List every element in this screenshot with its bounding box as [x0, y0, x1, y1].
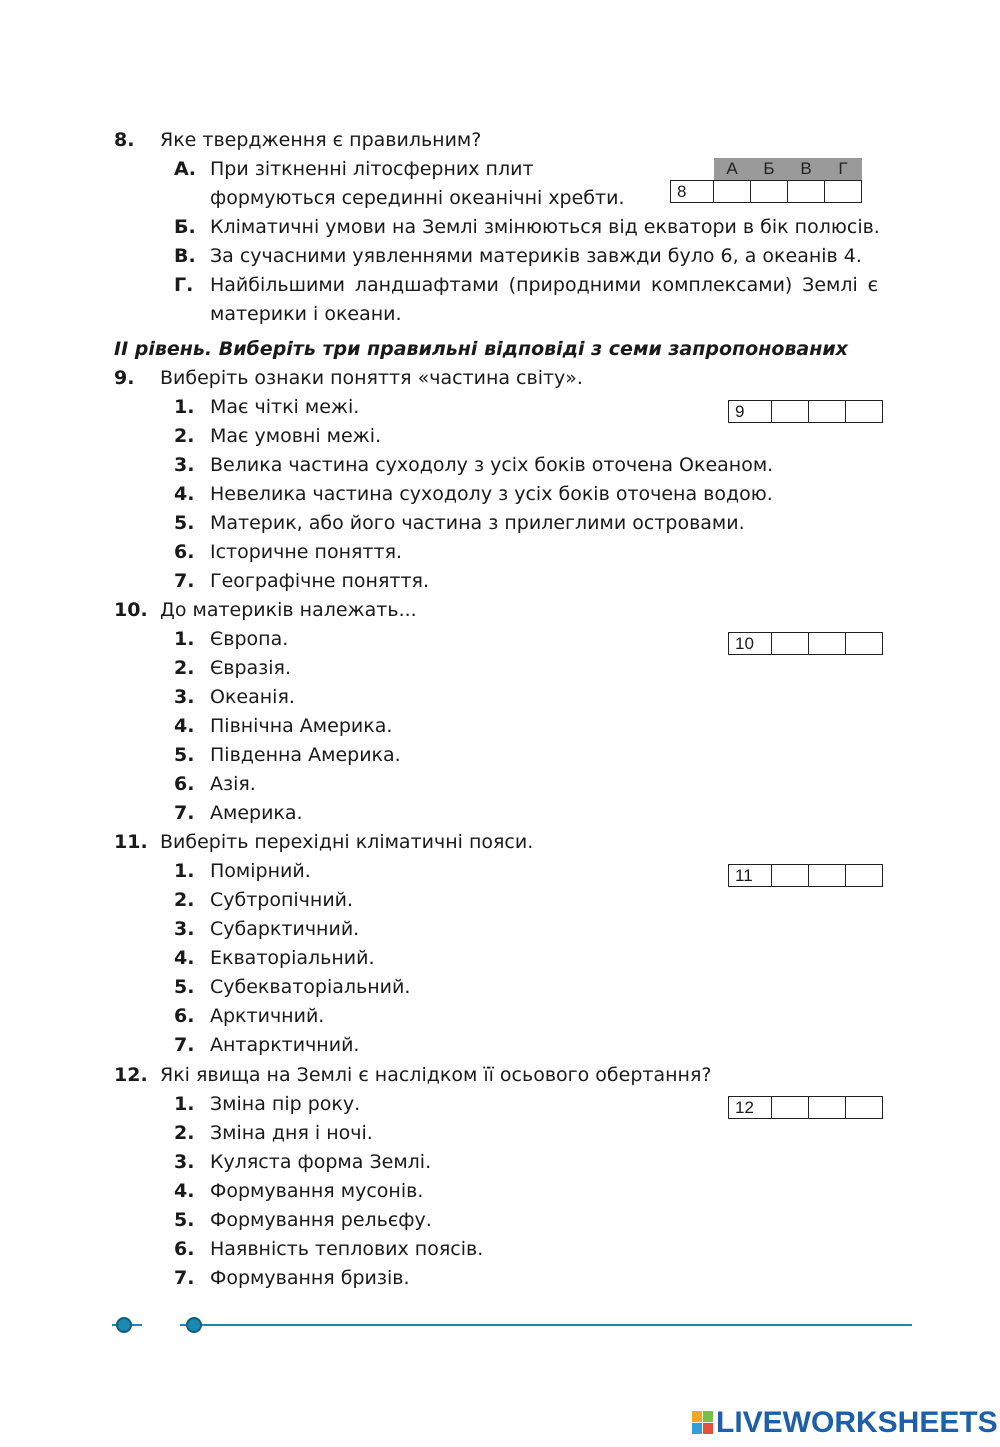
grid-header-v: В [788, 158, 825, 181]
option-text: Формування бризів. [210, 1267, 410, 1289]
answer-cell[interactable] [846, 401, 883, 423]
answer-cell[interactable] [825, 181, 862, 203]
option-number: 7. [174, 802, 195, 824]
option-text: Зміна дня і ночі. [210, 1122, 373, 1144]
question-8-text: Яке твердження є правильним? [160, 129, 482, 151]
option-number: 4. [174, 483, 195, 505]
option-text: Материк, або його частина з прилеглими островами. [210, 512, 745, 534]
option-number: 1. [174, 1093, 195, 1115]
option-letter: Г. [174, 274, 194, 296]
answer-cell[interactable] [772, 865, 809, 887]
option-text: За сучасними уявленнями материків завжди було 6, а океанів 4. [210, 245, 862, 267]
answer-cell[interactable] [809, 865, 846, 887]
question-8-number: 8. [114, 129, 135, 151]
option-number: 1. [174, 396, 195, 418]
answer-grid-10 [728, 632, 883, 655]
question-12-number: 12. [114, 1064, 148, 1086]
question-11-number: 11. [114, 831, 148, 853]
option-text: Велика частина суходолу з усіх боків оточена Океаном. [210, 454, 774, 476]
option-text: Кліматичні умови на Землі змінюються від екватори в бік полюсів. [210, 216, 880, 238]
option-text: Євразія. [210, 657, 292, 679]
grid-corner [671, 158, 714, 181]
option-number: 2. [174, 1122, 195, 1144]
grid-label: 8 [671, 181, 714, 203]
option-text: Найбільшими ландшафтами (природними комплексами) Землі є [210, 274, 878, 296]
option-number: 6. [174, 541, 195, 563]
level-2-heading: II рівень. Виберіть три правильні відповіді з семи запропонованих [114, 338, 848, 360]
answer-cell[interactable] [788, 181, 825, 203]
option-text: Океанія. [210, 686, 295, 708]
option-letter: А. [174, 158, 196, 180]
option-text: Куляста форма Землі. [210, 1151, 432, 1173]
answer-cell[interactable] [772, 1097, 809, 1119]
option-number: 6. [174, 1238, 195, 1260]
option-number: 2. [174, 657, 195, 679]
logo-tile [703, 1423, 713, 1434]
option-text: Америка. [210, 802, 303, 824]
option-number: 7. [174, 570, 195, 592]
question-9-number: 9. [114, 367, 135, 389]
option-text: Географічне поняття. [210, 570, 429, 592]
grid-label: 9 [729, 401, 772, 423]
answer-cell[interactable] [714, 181, 751, 203]
option-letter: В. [174, 245, 196, 267]
liveworksheets-logo-text: LIVEWORKSHEETS [716, 1406, 998, 1439]
option-text: Зміна пір року. [210, 1093, 361, 1115]
option-number: 4. [174, 1180, 195, 1202]
answer-cell[interactable] [751, 181, 788, 203]
question-10-text: До материків належать... [160, 599, 417, 621]
option-text: Субарктичний. [210, 918, 360, 940]
option-text: Формування мусонів. [210, 1180, 424, 1202]
option-number: 6. [174, 773, 195, 795]
grid-label: 12 [729, 1097, 772, 1119]
option-text: Субекваторіальний. [210, 976, 411, 998]
answer-grid-8 [670, 158, 862, 203]
option-number: 3. [174, 1151, 195, 1173]
option-number: 1. [174, 860, 195, 882]
liveworksheets-logo-icon [692, 1411, 714, 1435]
answer-cell[interactable] [846, 633, 883, 655]
option-number: 5. [174, 976, 195, 998]
option-number: 5. [174, 1209, 195, 1231]
option-number: 4. [174, 715, 195, 737]
option-text: Північна Америка. [210, 715, 393, 737]
footer-line [180, 1324, 912, 1326]
answer-cell[interactable] [809, 1097, 846, 1119]
option-text: Азія. [210, 773, 256, 795]
question-12-text: Які явища на Землі є наслідком її осьового обертання? [160, 1064, 712, 1086]
grid-label: 10 [729, 633, 772, 655]
logo-tile [692, 1411, 702, 1422]
grid-header-a: А [714, 158, 751, 181]
option-text: Південна Америка. [210, 744, 401, 766]
question-10-number: 10. [114, 599, 148, 621]
answer-cell[interactable] [772, 633, 809, 655]
answer-cell[interactable] [809, 401, 846, 423]
option-text: Помірний. [210, 860, 311, 882]
option-text: Невелика частина суходолу з усіх боків оточена водою. [210, 483, 773, 505]
grid-header-b: Б [751, 158, 788, 181]
answer-grid-11 [728, 864, 883, 887]
option-text: Субтропічний. [210, 889, 354, 911]
option-text: Антарктичний. [210, 1034, 360, 1056]
logo-tile [692, 1423, 702, 1434]
option-number: 2. [174, 889, 195, 911]
option-text: Екваторіальний. [210, 947, 375, 969]
option-number: 4. [174, 947, 195, 969]
option-text: Формування рельєфу. [210, 1209, 432, 1231]
option-text: Історичне поняття. [210, 541, 403, 563]
option-text: Має умовні межі. [210, 425, 382, 447]
option-number: 3. [174, 454, 195, 476]
answer-grid-9 [728, 400, 883, 423]
option-text: Має чіткі межі. [210, 396, 360, 418]
option-text: Арктичний. [210, 1005, 325, 1027]
option-number: 6. [174, 1005, 195, 1027]
option-text: Наявність теплових поясів. [210, 1238, 484, 1260]
question-11-text: Виберіть перехідні кліматичні пояси. [160, 831, 534, 853]
option-number: 2. [174, 425, 195, 447]
option-text: При зіткненні літосферних плит [210, 158, 534, 180]
question-9-text: Виберіть ознаки поняття «частина світу». [160, 367, 583, 389]
option-text: формуються серединні океанічні хребти. [210, 187, 625, 209]
option-number: 3. [174, 686, 195, 708]
answer-cell[interactable] [772, 401, 809, 423]
answer-grid-12 [728, 1096, 883, 1119]
option-text: материки і океани. [210, 303, 402, 325]
option-letter: Б. [174, 216, 196, 238]
footer-dot-icon [116, 1317, 132, 1333]
answer-cell[interactable] [846, 865, 883, 887]
grid-label: 11 [729, 865, 772, 887]
option-number: 7. [174, 1034, 195, 1056]
option-text: Європа. [210, 628, 289, 650]
logo-tile [703, 1411, 713, 1422]
option-number: 5. [174, 512, 195, 534]
answer-cell[interactable] [809, 633, 846, 655]
option-number: 1. [174, 628, 195, 650]
answer-cell[interactable] [846, 1097, 883, 1119]
option-number: 3. [174, 918, 195, 940]
option-number: 7. [174, 1267, 195, 1289]
grid-header-g: Г [825, 158, 862, 181]
footer-dot-icon [186, 1317, 202, 1333]
option-number: 5. [174, 744, 195, 766]
